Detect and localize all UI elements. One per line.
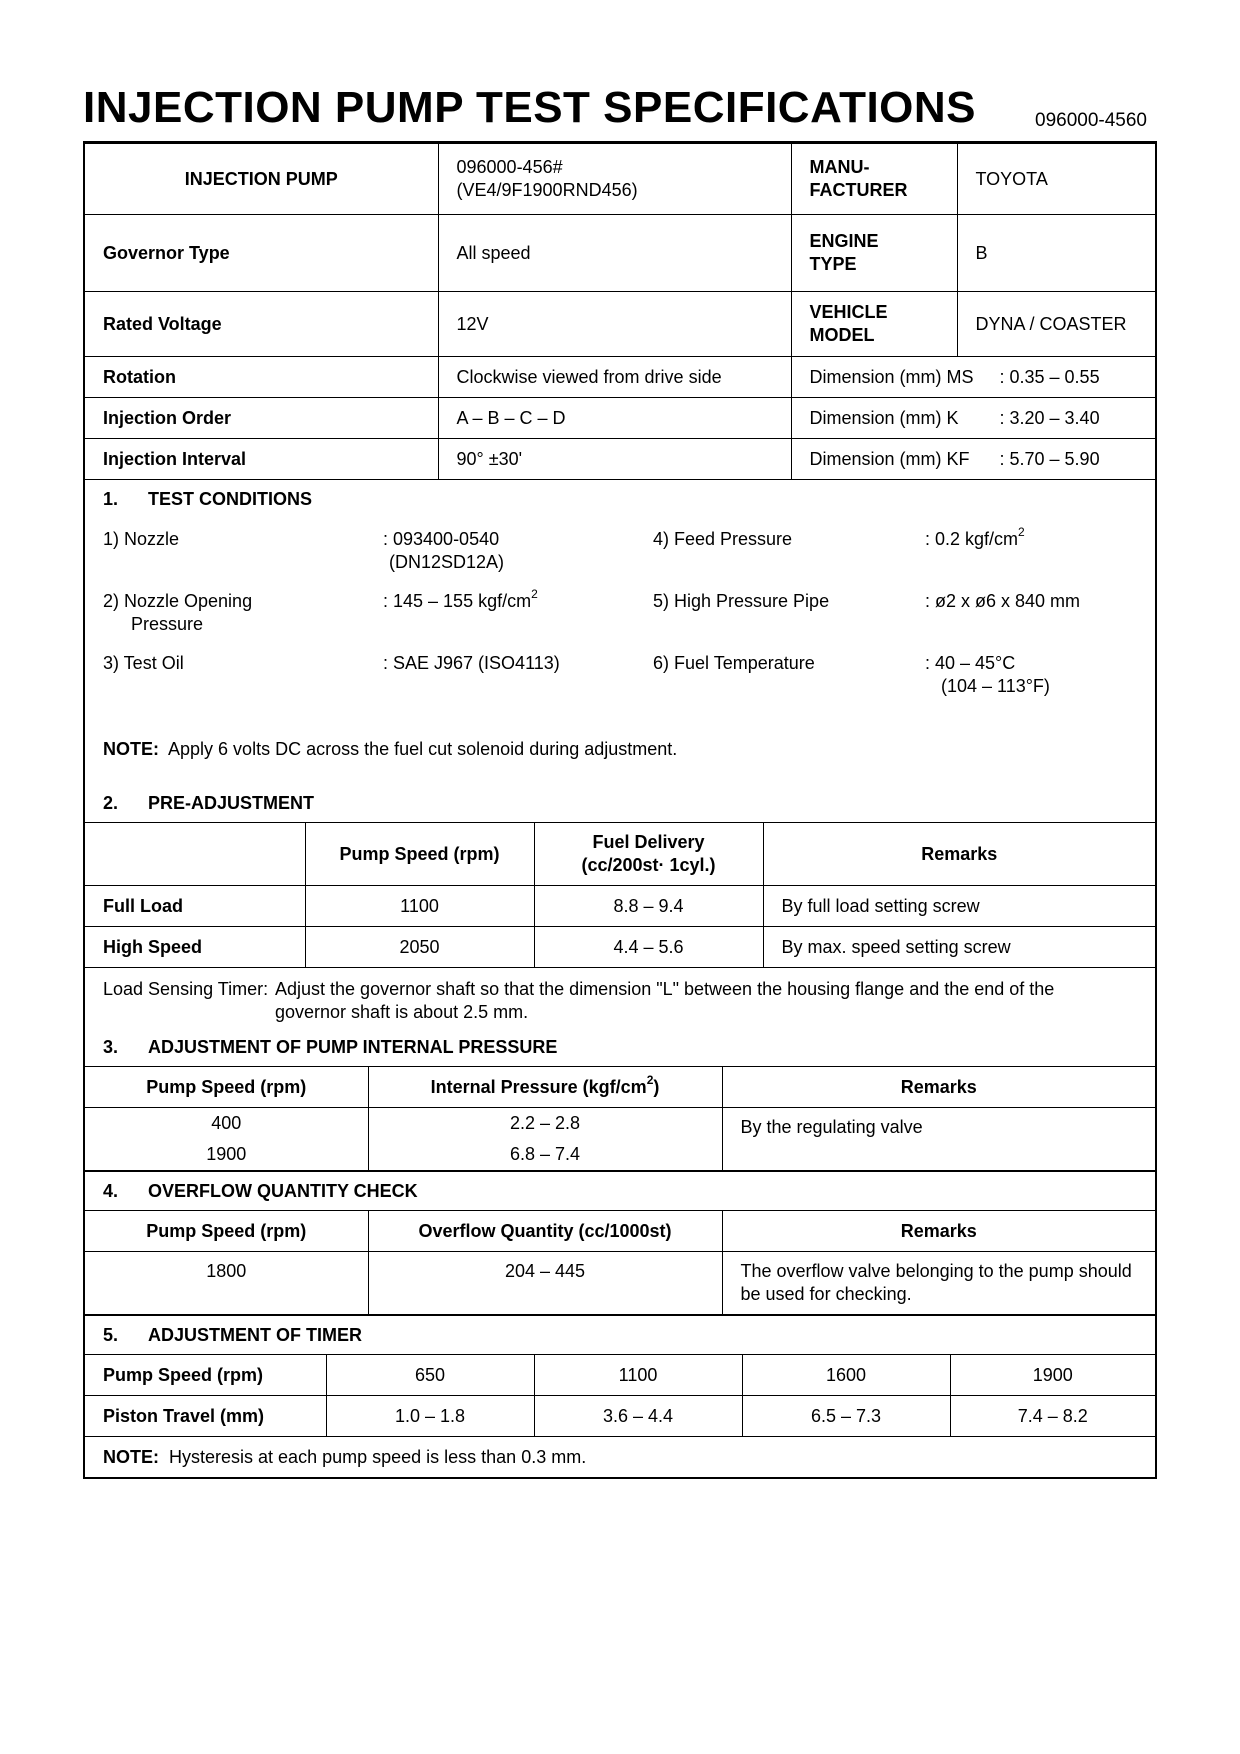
pump-speed-cell: 1100: [534, 1355, 742, 1396]
manufacturer-label-line2: FACTURER: [809, 180, 908, 200]
timer-table: [85, 1354, 1155, 1437]
nozzle-type: (DN12SD12A): [389, 552, 505, 572]
row-label: High Speed: [85, 927, 305, 968]
pump-speed-cell: 1800: [85, 1252, 368, 1315]
row-label: Full Load: [85, 886, 305, 927]
pump-speed-cell: 650: [326, 1355, 534, 1396]
note-label: NOTE:: [103, 1446, 159, 1467]
engine-value: B: [957, 215, 1155, 292]
section-number: 5.: [103, 1324, 119, 1345]
manufacturer-value: TOYOTA: [957, 144, 1155, 215]
internal-pressure-table: [85, 1066, 1155, 1171]
dim-kf-label: Dimension (mm) KF: [809, 448, 970, 469]
section-number: 3.: [103, 1036, 119, 1057]
remarks-line2: be used for checking.: [740, 1284, 912, 1304]
note-label: NOTE:: [103, 739, 159, 759]
col-overflow-quantity: Overflow Quantity (cc/1000st): [368, 1211, 722, 1252]
section-timer-heading: [85, 1315, 1155, 1354]
engine-label-line1: ENGINE: [809, 231, 879, 251]
piston-travel-cell: 3.6 – 4.4: [534, 1396, 742, 1437]
pre-adjustment-table: [85, 822, 1155, 968]
col-pump-speed: Pump Speed (rpm): [85, 1067, 368, 1108]
note-text: Hysteresis at each pump speed is less than 0.3 mm.: [169, 1446, 587, 1467]
section-test-conditions-heading: [85, 480, 1155, 518]
load-sensing-timer: [85, 968, 1155, 1028]
pump-value: [438, 144, 791, 215]
remarks-line1: The overflow valve belonging to the pump should: [740, 1261, 1132, 1281]
load-sensing-timer-label: Load Sensing Timer:: [103, 979, 269, 999]
pump-value-line1: 096000-456#: [456, 157, 563, 177]
load-sensing-timer-text: Adjust the governor shaft so that the dimension "L" between the housing flange and the end of the: [275, 979, 1055, 999]
fuel-delivery-cell: 4.4 – 5.6: [534, 927, 763, 968]
pump-speed-label: Pump Speed (rpm): [85, 1355, 326, 1396]
section-title: TEST CONDITIONS: [148, 488, 313, 509]
piston-travel-cell: 7.4 – 8.2: [950, 1396, 1155, 1437]
section-title: ADJUSTMENT OF PUMP INTERNAL PRESSURE: [148, 1036, 558, 1057]
col-pump-speed: Pump Speed (rpm): [305, 823, 534, 886]
header-table: [85, 143, 1155, 480]
table-row: [85, 927, 1155, 968]
section-number: 1.: [103, 488, 119, 509]
dim-kf: [791, 439, 1155, 480]
fuel-temperature-label: 6) Fuel Temperature: [653, 653, 815, 673]
col-remarks: Remarks: [722, 1067, 1155, 1108]
section-overflow-heading: [85, 1171, 1155, 1210]
piston-travel-cell: 6.5 – 7.3: [742, 1396, 950, 1437]
internal-pressure-value: 2.2 – 2.8: [509, 1113, 581, 1133]
section-title: ADJUSTMENT OF TIMER: [148, 1324, 362, 1345]
empty-header-cell: [85, 823, 305, 886]
col-remarks: Remarks: [722, 1211, 1155, 1252]
dim-k-value: : 3.20 – 3.40: [999, 407, 1100, 428]
manufacturer-label-line1: MANU-: [809, 157, 870, 177]
feed-pressure-sup: 2: [1018, 525, 1025, 539]
high-pressure-pipe-value: : ø2 x ø6 x 840 mm: [925, 591, 1081, 611]
fuel-delivery-cell: 8.8 – 9.4: [534, 886, 763, 927]
col-fuel-delivery-line2: (cc/200st· 1cyl.): [581, 855, 716, 875]
vehicle-label-line1: VEHICLE: [809, 302, 888, 322]
spec-sheet: [83, 141, 1157, 1479]
injection-order-value: A – B – C – D: [438, 398, 791, 439]
col-internal-pressure: [368, 1067, 722, 1108]
col-pump-speed: Pump Speed (rpm): [85, 1211, 368, 1252]
engine-label: [791, 215, 957, 292]
governor-label: Governor Type: [85, 215, 438, 292]
dim-k-label: Dimension (mm) K: [809, 407, 959, 428]
remarks-cell: By full load setting screw: [763, 886, 1155, 927]
remarks-cell: By the regulating valve: [722, 1108, 1155, 1171]
page-title: INJECTION PUMP TEST SPECIFICATIONS: [83, 83, 977, 132]
nozzle-label: 1) Nozzle: [103, 529, 180, 549]
fuel-temperature-value: : 40 – 45°C: [925, 653, 1016, 673]
remarks-cell: By max. speed setting screw: [763, 927, 1155, 968]
document-number: 096000-4560: [1035, 110, 1147, 131]
dim-ms-label: Dimension (mm) MS: [809, 366, 974, 387]
internal-pressure-value: 6.8 – 7.4: [509, 1144, 581, 1164]
col-internal-pressure-text: Internal Pressure (kgf/cm: [430, 1076, 647, 1097]
col-fuel-delivery: [534, 823, 763, 886]
internal-pressure-cell: [368, 1108, 722, 1171]
vehicle-value: DYNA / COASTER: [957, 292, 1155, 357]
manufacturer-label: [791, 144, 957, 215]
pump-label: INJECTION PUMP: [85, 144, 438, 215]
nozzle-opening-label: 2) Nozzle Opening: [103, 591, 253, 611]
nozzle-opening-value-text: : 145 – 155 kgf/cm: [383, 591, 532, 611]
feed-pressure-value-text: : 0.2 kgf/cm: [925, 529, 1019, 549]
pump-speed-cell: 1600: [742, 1355, 950, 1396]
table-row: [85, 886, 1155, 927]
note-text: Apply 6 volts DC across the fuel cut solenoid during adjustment.: [168, 739, 678, 759]
overflow-table: [85, 1210, 1155, 1315]
section-title: PRE-ADJUSTMENT: [148, 792, 315, 813]
injection-interval-label: Injection Interval: [85, 439, 438, 480]
col-internal-pressure-sup: 2: [646, 1072, 654, 1087]
pump-speed-cell: 1100: [305, 886, 534, 927]
dim-k: [791, 398, 1155, 439]
high-pressure-pipe-label: 5) High Pressure Pipe: [653, 591, 830, 611]
section-title: OVERFLOW QUANTITY CHECK: [148, 1180, 418, 1201]
pump-speed-value: 1900: [206, 1144, 247, 1164]
piston-travel-cell: 1.0 – 1.8: [326, 1396, 534, 1437]
vehicle-label-line2: MODEL: [809, 325, 875, 345]
dim-ms-value: : 0.35 – 0.55: [999, 366, 1100, 387]
section-pre-adjustment-heading: [85, 784, 1155, 822]
pump-speed-cell: 2050: [305, 927, 534, 968]
pump-speed-cell: [85, 1108, 368, 1171]
section-number: 4.: [103, 1180, 119, 1201]
vehicle-label: [791, 292, 957, 357]
piston-travel-label: Piston Travel (mm): [85, 1396, 326, 1437]
nozzle-opening-sup: 2: [531, 587, 538, 601]
voltage-value: 12V: [438, 292, 791, 357]
injection-order-label: Injection Order: [85, 398, 438, 439]
rotation-label: Rotation: [85, 357, 438, 398]
pump-speed-value: 400: [211, 1113, 242, 1133]
pump-speed-cell: 1900: [950, 1355, 1155, 1396]
voltage-label: Rated Voltage: [85, 292, 438, 357]
section-internal-pressure-heading: [85, 1028, 1155, 1066]
test-oil-label: 3) Test Oil: [103, 653, 184, 673]
section-number: 2.: [103, 792, 119, 813]
nozzle-opening-value: [383, 587, 538, 613]
load-sensing-timer-text-line2: governor shaft is about 2.5 mm.: [275, 1002, 529, 1022]
note: [103, 738, 677, 761]
feed-pressure-label: 4) Feed Pressure: [653, 529, 793, 549]
feed-pressure-value: [925, 525, 1025, 551]
test-oil-value: : SAE J967 (ISO4113): [383, 653, 560, 673]
col-internal-pressure-end: ): [653, 1076, 660, 1097]
engine-label-line2: TYPE: [809, 254, 857, 274]
fuel-temperature-fahrenheit: (104 – 113°F): [941, 676, 1050, 696]
dim-ms: [791, 357, 1155, 398]
col-fuel-delivery-line1: Fuel Delivery: [592, 832, 705, 852]
nozzle-value: : 093400-0540: [383, 529, 500, 549]
col-remarks: Remarks: [763, 823, 1155, 886]
pump-value-line2: (VE4/9F1900RND456): [456, 180, 638, 200]
timer-note: [85, 1437, 1155, 1477]
test-conditions-block: [85, 518, 1155, 784]
nozzle-opening-label-line2: Pressure: [131, 614, 204, 634]
overflow-quantity-cell: 204 – 445: [368, 1252, 722, 1315]
governor-value: All speed: [438, 215, 791, 292]
injection-interval-value: 90° ±30': [438, 439, 791, 480]
remarks-cell: [722, 1252, 1155, 1315]
rotation-value: Clockwise viewed from drive side: [438, 357, 791, 398]
dim-kf-value: : 5.70 – 5.90: [999, 448, 1100, 469]
